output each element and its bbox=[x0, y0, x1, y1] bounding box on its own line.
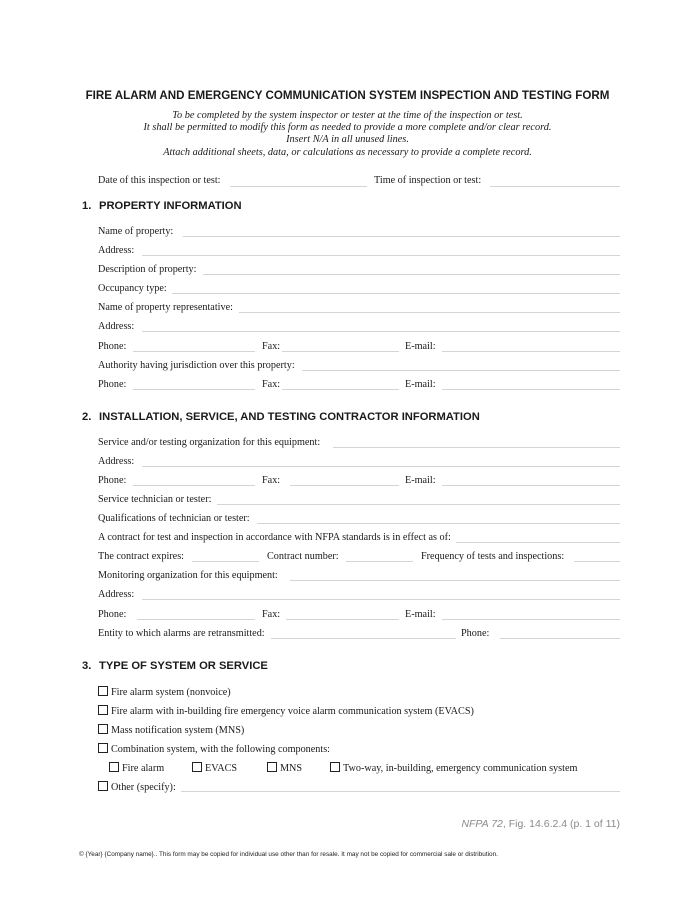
checkbox[interactable] bbox=[98, 781, 108, 791]
monitoring-org-field[interactable] bbox=[290, 580, 620, 581]
email-label: E-mail: bbox=[405, 341, 436, 352]
service-phone-field[interactable] bbox=[133, 485, 255, 486]
ahj-field[interactable] bbox=[302, 370, 620, 371]
monitoring-email-field[interactable] bbox=[442, 619, 620, 620]
service-org-label: Service and/or testing organization for this equipment: bbox=[98, 437, 321, 448]
other-specify-field[interactable] bbox=[181, 791, 620, 792]
form-instructions bbox=[0, 110, 695, 159]
retransmit-phone-field[interactable] bbox=[500, 638, 620, 639]
monitoring-address-field[interactable] bbox=[142, 599, 620, 600]
contract-effective-field[interactable] bbox=[456, 542, 620, 543]
component-fire-alarm[interactable] bbox=[109, 762, 164, 774]
form-reference bbox=[400, 818, 620, 830]
contract-number-label: Contract number: bbox=[267, 551, 339, 562]
occupancy-type-label: Occupancy type: bbox=[98, 283, 167, 294]
phone-field[interactable] bbox=[133, 351, 255, 352]
monitoring-fax-field[interactable] bbox=[286, 619, 399, 620]
monitoring-org-label: Monitoring organization for this equipment: bbox=[98, 570, 278, 581]
ahj-email-field[interactable] bbox=[442, 389, 620, 390]
property-name-label: Name of property: bbox=[98, 226, 174, 237]
checkbox[interactable] bbox=[98, 743, 108, 753]
contract-effective-label: A contract for test and inspection in accordance with NFPA standards is in effect as of: bbox=[98, 532, 451, 543]
representative-address-field[interactable] bbox=[142, 331, 620, 332]
checkbox[interactable] bbox=[192, 762, 202, 772]
service-address-label: Address: bbox=[98, 456, 135, 467]
fax-field[interactable] bbox=[282, 351, 399, 352]
option-fire-alarm-nonvoice[interactable] bbox=[98, 686, 231, 698]
contract-number-field[interactable] bbox=[346, 561, 413, 562]
contract-expires-field[interactable] bbox=[192, 561, 259, 562]
service-org-field[interactable] bbox=[333, 447, 620, 448]
checkbox[interactable] bbox=[98, 705, 108, 715]
option-label: Fire alarm with in-building fire emergency voice alarm communication system (EVACS) bbox=[111, 706, 474, 717]
occupancy-type-field[interactable] bbox=[172, 293, 620, 294]
monitoring-fax-label: Fax: bbox=[262, 609, 281, 620]
service-email-label: E-mail: bbox=[405, 475, 436, 486]
email-field[interactable] bbox=[442, 351, 620, 352]
component-label: EVACS bbox=[205, 763, 238, 774]
section-title: INSTALLATION, SERVICE, AND TESTING CONTRACTOR INFORMATION bbox=[99, 411, 480, 423]
monitoring-address-label: Address: bbox=[98, 589, 135, 600]
contract-expires-label: The contract expires: bbox=[98, 551, 184, 562]
checkbox[interactable] bbox=[98, 686, 108, 696]
checkbox[interactable] bbox=[267, 762, 277, 772]
instruction-line: Insert N/A in all unused lines. bbox=[286, 134, 409, 146]
component-evacs[interactable] bbox=[192, 762, 237, 774]
section-1-heading bbox=[82, 200, 242, 212]
time-field[interactable] bbox=[490, 186, 620, 187]
instruction-line: It shall be permitted to modify this form as needed to provide a more complete and/or clear record. bbox=[143, 122, 552, 134]
date-label: Date of this inspection or test: bbox=[98, 175, 221, 186]
option-label: Other (specify): bbox=[111, 782, 176, 793]
instruction-line: Attach additional sheets, data, or calculations as necessary to provide a complete record. bbox=[163, 146, 532, 158]
monitoring-phone-label: Phone: bbox=[98, 609, 127, 620]
technician-label: Service technician or tester: bbox=[98, 494, 212, 505]
checkbox[interactable] bbox=[98, 724, 108, 734]
date-field[interactable] bbox=[230, 186, 367, 187]
section-2-heading bbox=[82, 411, 480, 423]
property-description-label: Description of property: bbox=[98, 264, 197, 275]
reference-page: , Fig. 14.6.2.4 (p. 1 of 11) bbox=[502, 818, 620, 830]
ahj-fax-label: Fax: bbox=[262, 379, 281, 390]
option-label: Combination system, with the following components: bbox=[111, 744, 331, 755]
ahj-label: Authority having jurisdiction over this property: bbox=[98, 360, 295, 371]
section-title: TYPE OF SYSTEM OR SERVICE bbox=[99, 660, 268, 672]
time-label: Time of inspection or test: bbox=[374, 175, 482, 186]
component-label: Fire alarm bbox=[122, 763, 165, 774]
retransmit-entity-label: Entity to which alarms are retransmitted: bbox=[98, 628, 265, 639]
frequency-field[interactable] bbox=[574, 561, 620, 562]
section-number: 2. bbox=[82, 411, 92, 423]
option-other[interactable] bbox=[98, 781, 176, 793]
representative-label: Name of property representative: bbox=[98, 302, 233, 313]
checkbox[interactable] bbox=[330, 762, 340, 772]
checkbox[interactable] bbox=[109, 762, 119, 772]
property-name-field[interactable] bbox=[183, 236, 620, 237]
option-label: Mass notification system (MNS) bbox=[111, 725, 245, 736]
section-number: 1. bbox=[82, 200, 92, 212]
instruction-line: To be completed by the system inspector or tester at the time of the inspection or test. bbox=[172, 110, 523, 121]
service-fax-field[interactable] bbox=[290, 485, 399, 486]
property-address-field[interactable] bbox=[142, 255, 620, 256]
representative-field[interactable] bbox=[239, 312, 620, 313]
monitoring-phone-field[interactable] bbox=[137, 619, 255, 620]
technician-field[interactable] bbox=[217, 504, 620, 505]
property-description-field[interactable] bbox=[203, 274, 620, 275]
frequency-label: Frequency of tests and inspections: bbox=[421, 551, 565, 562]
service-email-field[interactable] bbox=[442, 485, 620, 486]
component-two-way[interactable] bbox=[330, 762, 577, 774]
component-label: MNS bbox=[280, 763, 303, 774]
option-evacs[interactable] bbox=[98, 705, 474, 717]
ahj-email-label: E-mail: bbox=[405, 379, 436, 390]
option-label: Fire alarm system (nonvoice) bbox=[111, 687, 231, 698]
service-phone-label: Phone: bbox=[98, 475, 127, 486]
service-fax-label: Fax: bbox=[262, 475, 281, 486]
reference-standard: NFPA 72 bbox=[461, 818, 503, 830]
retransmit-entity-field[interactable] bbox=[271, 638, 456, 639]
copyright-notice: © {Year} {Company name}.. This form may be copied for individual use other than for resale. It may not be copied for commercial sale or distribution. bbox=[79, 851, 498, 858]
service-address-field[interactable] bbox=[142, 466, 620, 467]
option-combination[interactable] bbox=[98, 743, 330, 755]
section-number: 3. bbox=[82, 660, 92, 672]
ahj-phone-field[interactable] bbox=[133, 389, 255, 390]
representative-address-label: Address: bbox=[98, 321, 135, 332]
section-3-heading bbox=[82, 660, 268, 672]
form-title: FIRE ALARM AND EMERGENCY COMMUNICATION SYSTEM INSPECTION AND TESTING FORM bbox=[85, 89, 610, 102]
fax-label: Fax: bbox=[262, 341, 281, 352]
phone-label: Phone: bbox=[98, 341, 127, 352]
ahj-fax-field[interactable] bbox=[282, 389, 399, 390]
property-address-label: Address: bbox=[98, 245, 135, 256]
retransmit-phone-label: Phone: bbox=[461, 628, 490, 639]
component-label: Two-way, in-building, emergency communication system bbox=[343, 763, 578, 774]
ahj-phone-label: Phone: bbox=[98, 379, 127, 390]
section-title: PROPERTY INFORMATION bbox=[99, 200, 242, 212]
qualifications-label: Qualifications of technician or tester: bbox=[98, 513, 250, 524]
qualifications-field[interactable] bbox=[257, 523, 620, 524]
option-mns[interactable] bbox=[98, 724, 244, 736]
component-mns[interactable] bbox=[267, 762, 302, 774]
monitoring-email-label: E-mail: bbox=[405, 609, 436, 620]
